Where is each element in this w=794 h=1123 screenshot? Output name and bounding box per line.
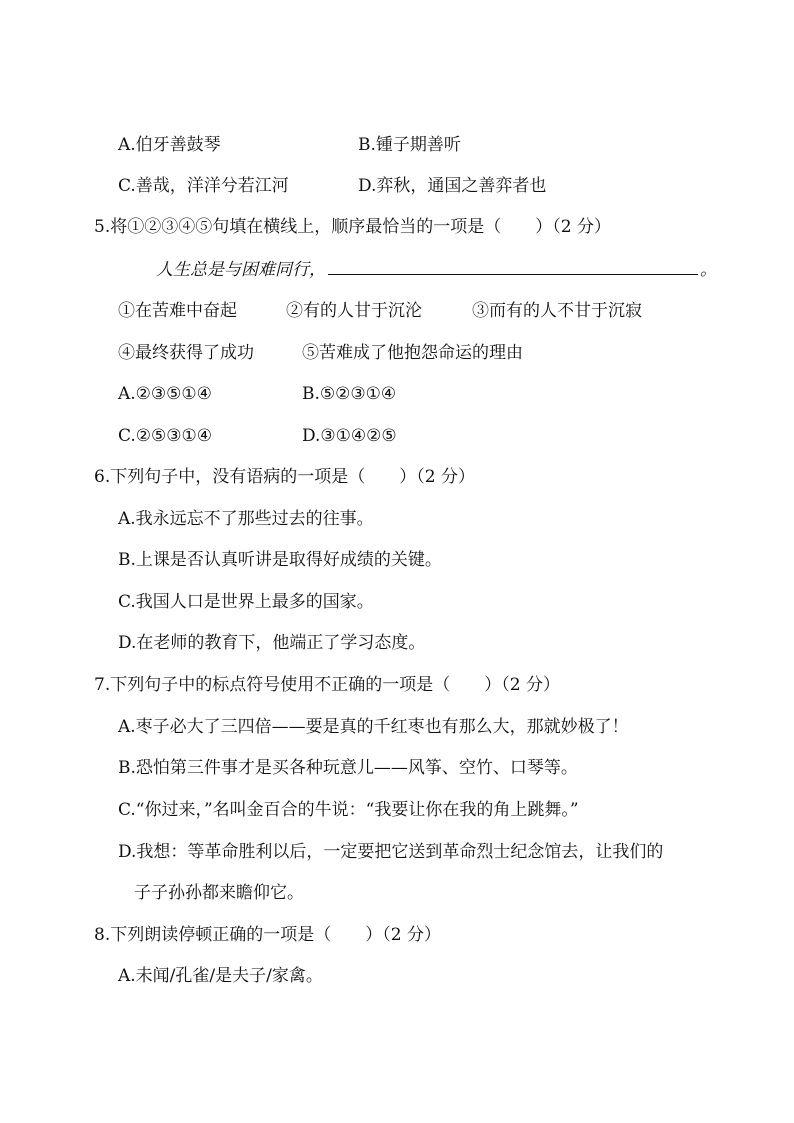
q6-option-c: C.我国人口是世界上最多的国家。 <box>118 592 374 612</box>
q5-answer-blank[interactable] <box>328 258 698 275</box>
q6-option-d: D.在老师的教育下，他端正了学习态度。 <box>118 633 426 653</box>
q7-option-d-line2: 子子孙孙都来瞻仰它。 <box>134 883 304 903</box>
q5-stem: 5.将①②③④⑤句填在横线上，顺序最恰当的一项是（ ）（2 分） <box>94 217 611 237</box>
q8-option-a: A.未闻/孔雀/是夫子/家禽。 <box>118 966 323 986</box>
q5-item-3: ③而有的人不甘于沉寂 <box>472 301 642 321</box>
q4-option-c: C.善哉，洋洋兮若江河 <box>118 176 289 196</box>
q5-item-4: ④最终获得了成功 <box>118 343 254 363</box>
q7-option-a: A.枣子必大了三四倍——要是真的千红枣也有那么大，那就妙极了！ <box>118 717 629 737</box>
q5-option-c: C.②⑤③①④ <box>118 426 213 446</box>
q4-option-b: B.锺子期善听 <box>358 135 461 155</box>
q7-stem: 7.下列句子中的标点符号使用不正确的一项是（ ）（2 分） <box>94 675 560 695</box>
q5-item-1: ①在苦难中奋起 <box>118 301 237 321</box>
q4-option-d: D.弈秋，通国之善弈者也 <box>358 176 547 196</box>
q5-option-d: D.③①④②⑤ <box>302 426 397 446</box>
q8-stem: 8.下列朗读停顿正确的一项是（ ）（2 分） <box>94 925 441 945</box>
q4-option-a: A.伯牙善鼓琴 <box>118 135 221 155</box>
q5-sentence-prefix: 人生总是与困难同行， <box>156 260 326 280</box>
q6-option-b: B.上课是否认真听讲是取得好成绩的关键。 <box>118 550 442 570</box>
q5-option-a: A.②③⑤①④ <box>118 384 212 404</box>
q6-stem: 6.下列句子中，没有语病的一项是（ ）（2 分） <box>94 467 475 487</box>
q7-option-d-line1: D.我想：等革命胜利以后，一定要把它送到革命烈士纪念馆去，让我们的 <box>118 842 664 862</box>
q5-item-2: ②有的人甘于沉沦 <box>286 301 422 321</box>
q7-option-c: C.“你过来，”名叫金百合的牛说：“我要让你在我的角上跳舞。” <box>118 800 579 820</box>
q5-sentence-suffix: 。 <box>700 260 717 280</box>
q7-option-b: B.恐怕第三件事才是买各种玩意儿——风筝、空竹、口琴等。 <box>118 758 578 778</box>
q5-item-5: ⑤苦难成了他抱怨命运的理由 <box>302 343 523 363</box>
q5-option-b: B.⑤②③①④ <box>302 384 397 404</box>
q5-sentence <box>156 258 717 281</box>
q6-option-a: A.我永远忘不了那些过去的往事。 <box>118 509 374 529</box>
